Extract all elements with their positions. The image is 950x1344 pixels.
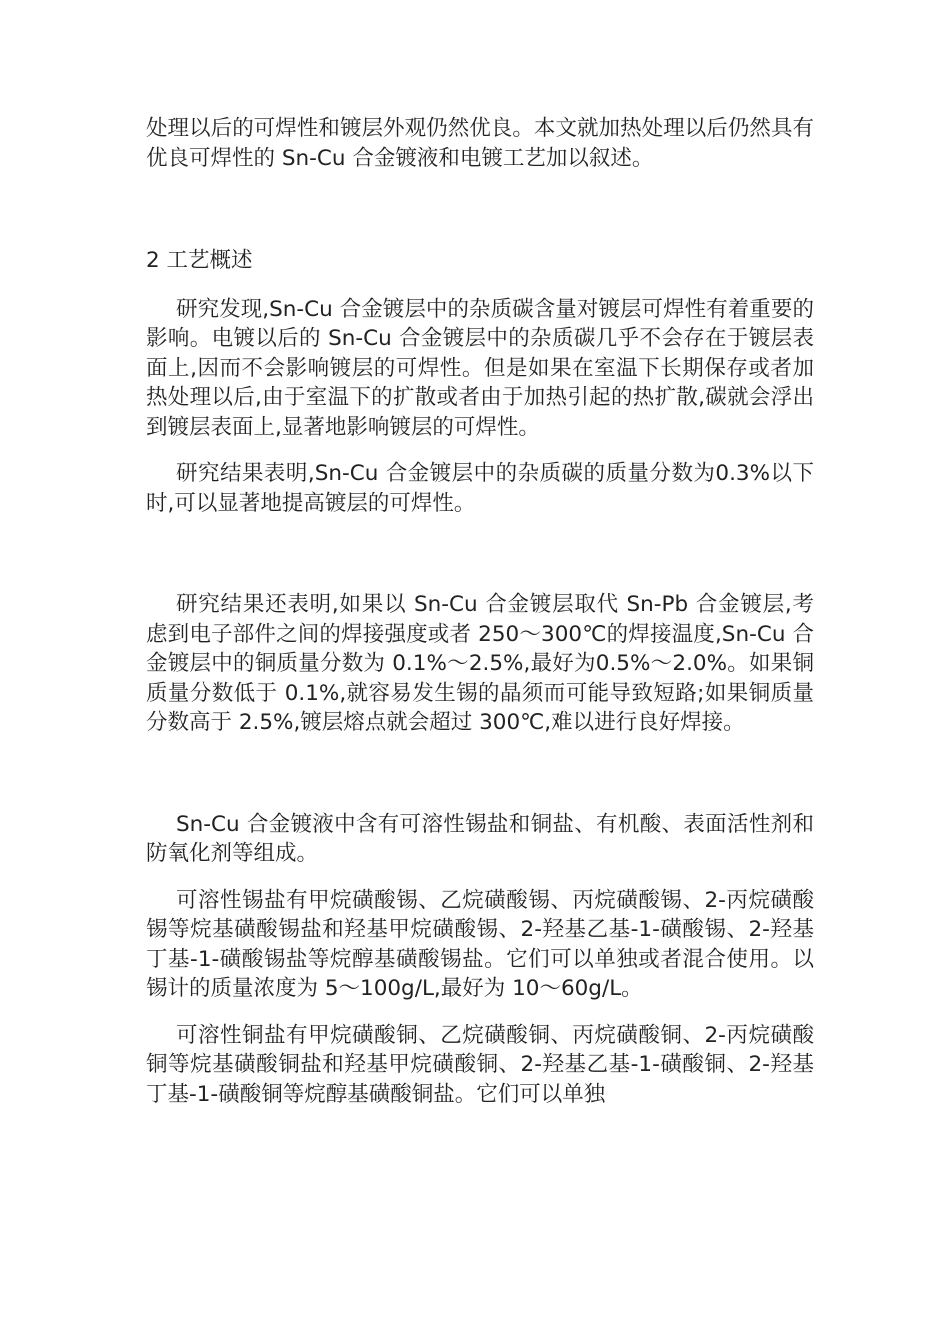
document-page [146,114,814,1109]
intro-paragraph: 处理以后的可焊性和镀层外观仍然优良。本文就加热处理以后仍然具有优良可焊性的 Sn-Cu 合金镀液和电镀工艺加以叙述。 [146,116,814,171]
body-paragraph: 可溶性锡盐有甲烷磺酸锡、乙烷磺酸锡、丙烷磺酸锡、2-丙烷磺酸锡等烷基磺酸锡盐和羟基甲烷磺酸锡、2-羟基乙基-1-磺酸锡、2-羟基丁基-1-磺酸锡盐等烷醇基磺酸锡盐。它们可以单独或者混合使用。以锡计的质量浓度为 5～100g/L,最好为 10～60g/L。 [146,887,814,1001]
section-heading: 2 工艺概述 [146,248,253,273]
body-paragraph: 研究发现,Sn-Cu 合金镀层中的杂质碳含量对镀层可焊性有着重要的影响。电镀以后的 Sn-Cu 合金镀层中的杂质碳几乎不会存在于镀层表面上,因而不会影响镀层的可焊性。但是如果在室温下长期保存或者加热处理以后,由于室温下的扩散或者由于加热引起的热扩散,碳就会浮出到镀层表面上,显著地影响镀层的可焊性。 [146,296,814,440]
body-paragraph: 可溶性铜盐有甲烷磺酸铜、乙烷磺酸铜、丙烷磺酸铜、2-丙烷磺酸铜等烷基磺酸铜盐和羟基甲烷磺酸铜、2-羟基乙基-1-磺酸铜、2-羟基丁基-1-磺酸铜等烷醇基磺酸铜盐。它们可以单独 [146,1022,814,1107]
body-paragraph: Sn-Cu 合金镀液中含有可溶性锡盐和铜盐、有机酸、表面活性剂和防氧化剂等组成。 [146,811,814,866]
body-paragraph: 研究结果还表明,如果以 Sn-Cu 合金镀层取代 Sn-Pb 合金镀层,考虑到电子部件之间的焊接强度或者 250～300℃的焊接温度,Sn-Cu 合金镀层中的铜质量分数为 0.1%～2.5%,最好为0.5%～2.0%。如果铜质量分数低于 0.1%,就容易发生锡的晶须而可能导致短路;如果铜质量分数高于 2.5%,镀层熔点就会超过 300℃,难以进行良好焊接。 [146,592,814,735]
body-paragraph: 研究结果表明,Sn-Cu 合金镀层中的杂质碳的质量分数为0.3%以下时,可以显著地提高镀层的可焊性。 [146,461,814,516]
